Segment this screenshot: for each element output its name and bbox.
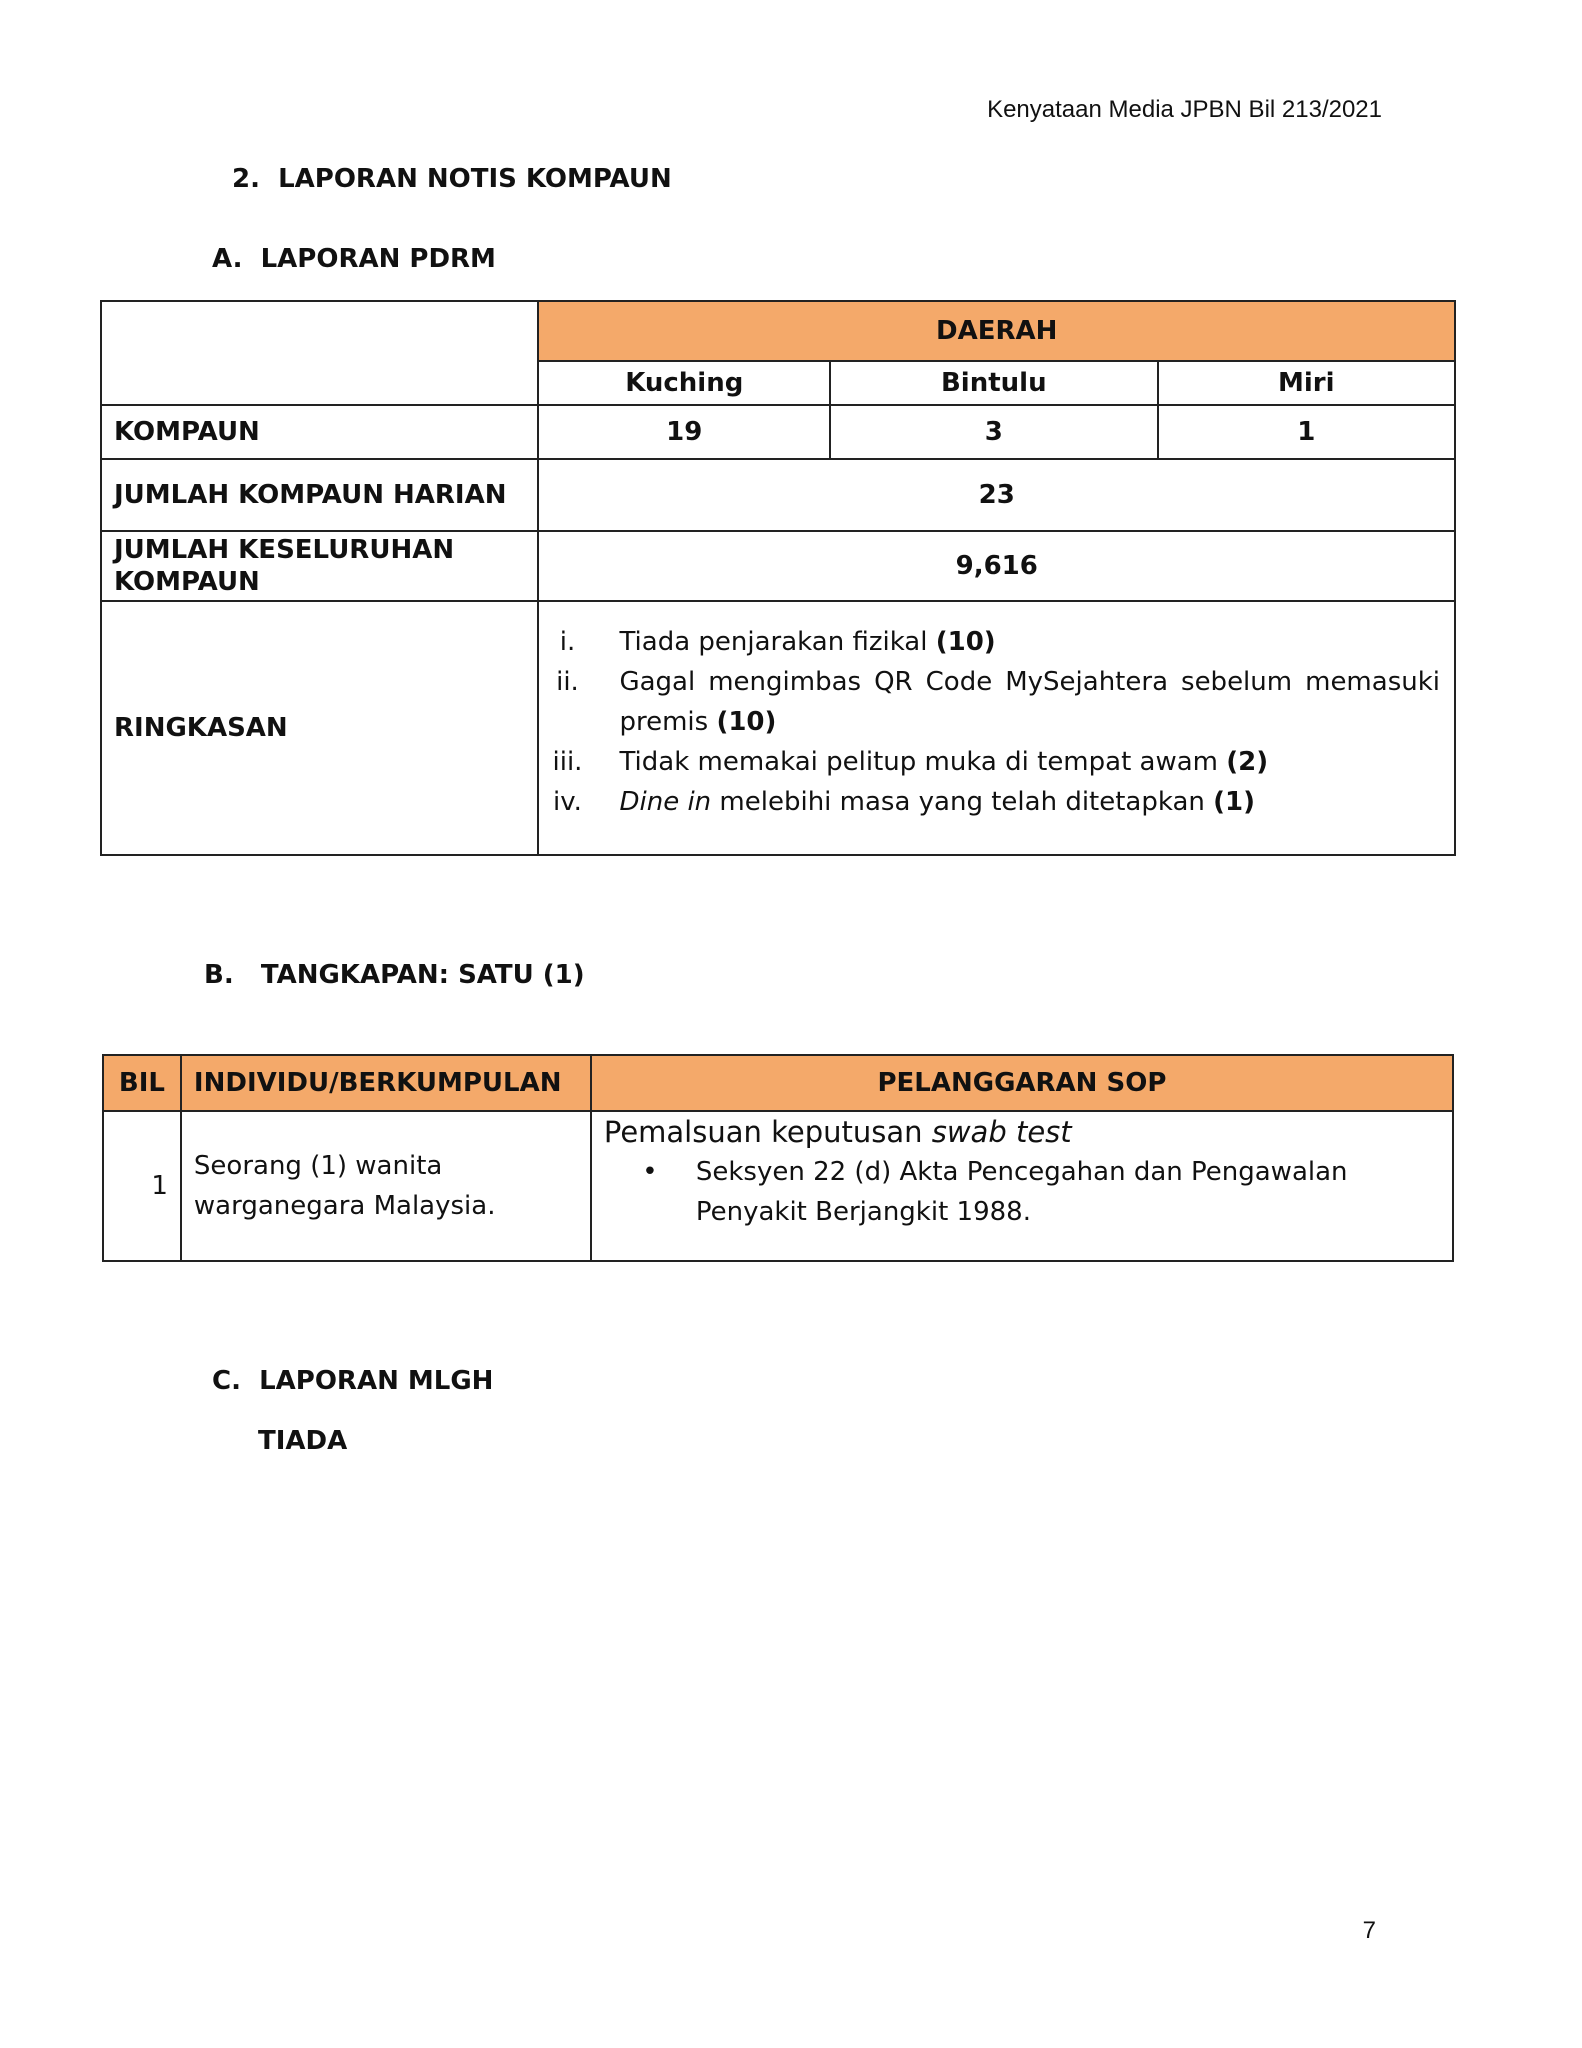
kompaun-bintulu: 3 [830, 405, 1157, 459]
district-miri: Miri [1158, 361, 1455, 405]
page-number: 7 [1362, 1917, 1376, 1944]
section-number: 2. [232, 164, 260, 194]
part-a-title: LAPORAN PDRM [260, 244, 496, 274]
part-b-title: TANGKAPAN: SATU (1) [260, 960, 585, 990]
ringkasan-label: RINGKASAN [101, 601, 538, 855]
offence-title-italic: swab test [931, 1115, 1072, 1149]
district-kuching: Kuching [538, 361, 830, 405]
offence-title [604, 1112, 1438, 1152]
offence-bullet-item [604, 1152, 1438, 1232]
document-reference: Kenyataan Media JPBN Bil 213/2021 [987, 96, 1382, 123]
ringkasan-item-number: iv. [553, 787, 582, 817]
ringkasan-item [539, 782, 1440, 822]
section-title: LAPORAN NOTIS KOMPAUN [278, 164, 672, 194]
bullet-icon: • [642, 1157, 658, 1187]
tangkapan-table [102, 1054, 1454, 1262]
ringkasan-item-number: iii. [552, 747, 583, 777]
ringkasan-item-count: (2) [1226, 747, 1269, 777]
part-c-letter: C. [212, 1366, 241, 1396]
bil-header: BIL [103, 1055, 181, 1111]
bil-cell: 1 [103, 1111, 181, 1261]
ringkasan-item-number: ii. [556, 667, 579, 697]
pelanggaran-cell [591, 1111, 1453, 1261]
section-heading [232, 164, 672, 194]
ringkasan-cell [538, 601, 1455, 855]
kompaun-kuching: 19 [538, 405, 830, 459]
ringkasan-item-text: Tiada penjarakan fizikal [619, 627, 928, 657]
part-c-title: LAPORAN MLGH [259, 1366, 494, 1396]
kompaun-label: KOMPAUN [101, 405, 538, 459]
keseluruhan-label [101, 531, 538, 601]
part-c-body: TIADA [258, 1426, 348, 1456]
part-a-heading [212, 244, 496, 274]
keseluruhan-value: 9,616 [538, 531, 1455, 601]
ringkasan-item [539, 622, 1440, 662]
offence-bullet-text: Seksyen 22 (d) Akta Pencegahan dan Pengawalan Penyakit Berjangkit 1988. [695, 1157, 1348, 1227]
offence-title-plain: Pemalsuan keputusan [603, 1115, 923, 1149]
keseluruhan-label-line1: JUMLAH KESELURUHAN [114, 535, 455, 565]
pelanggaran-header: PELANGGARAN SOP [591, 1055, 1453, 1111]
part-b-letter: B. [204, 960, 234, 990]
pdrm-table [100, 300, 1456, 856]
ringkasan-item-text: Tidak memakai pelitup muka di tempat awam [619, 747, 1218, 777]
daerah-header: DAERAH [538, 301, 1455, 361]
ringkasan-list [539, 622, 1440, 822]
ringkasan-item-text: Gagal mengimbas QR Code MySejahtera sebelum memasuki premis [619, 667, 1440, 737]
harian-label: JUMLAH KOMPAUN HARIAN [101, 459, 538, 531]
ringkasan-item-italic: Dine in [619, 787, 712, 817]
part-b-heading [204, 960, 585, 990]
kompaun-miri: 1 [1158, 405, 1455, 459]
ringkasan-item-number: i. [559, 627, 576, 657]
ringkasan-item-count: (10) [716, 707, 777, 737]
ringkasan-item-count: (1) [1213, 787, 1256, 817]
part-a-letter: A. [212, 244, 243, 274]
individu-cell: Seorang (1) wanita warganegara Malaysia. [181, 1111, 591, 1261]
keseluruhan-label-line2: KOMPAUN [114, 567, 260, 597]
individu-header: INDIVIDU/BERKUMPULAN [181, 1055, 591, 1111]
pdrm-table-corner [101, 301, 538, 405]
ringkasan-item [539, 742, 1440, 782]
ringkasan-item-text: melebihi masa yang telah ditetapkan [719, 787, 1205, 817]
part-c-heading [212, 1366, 493, 1396]
harian-value: 23 [538, 459, 1455, 531]
ringkasan-item [539, 662, 1440, 742]
district-bintulu: Bintulu [830, 361, 1157, 405]
ringkasan-item-count: (10) [935, 627, 996, 657]
